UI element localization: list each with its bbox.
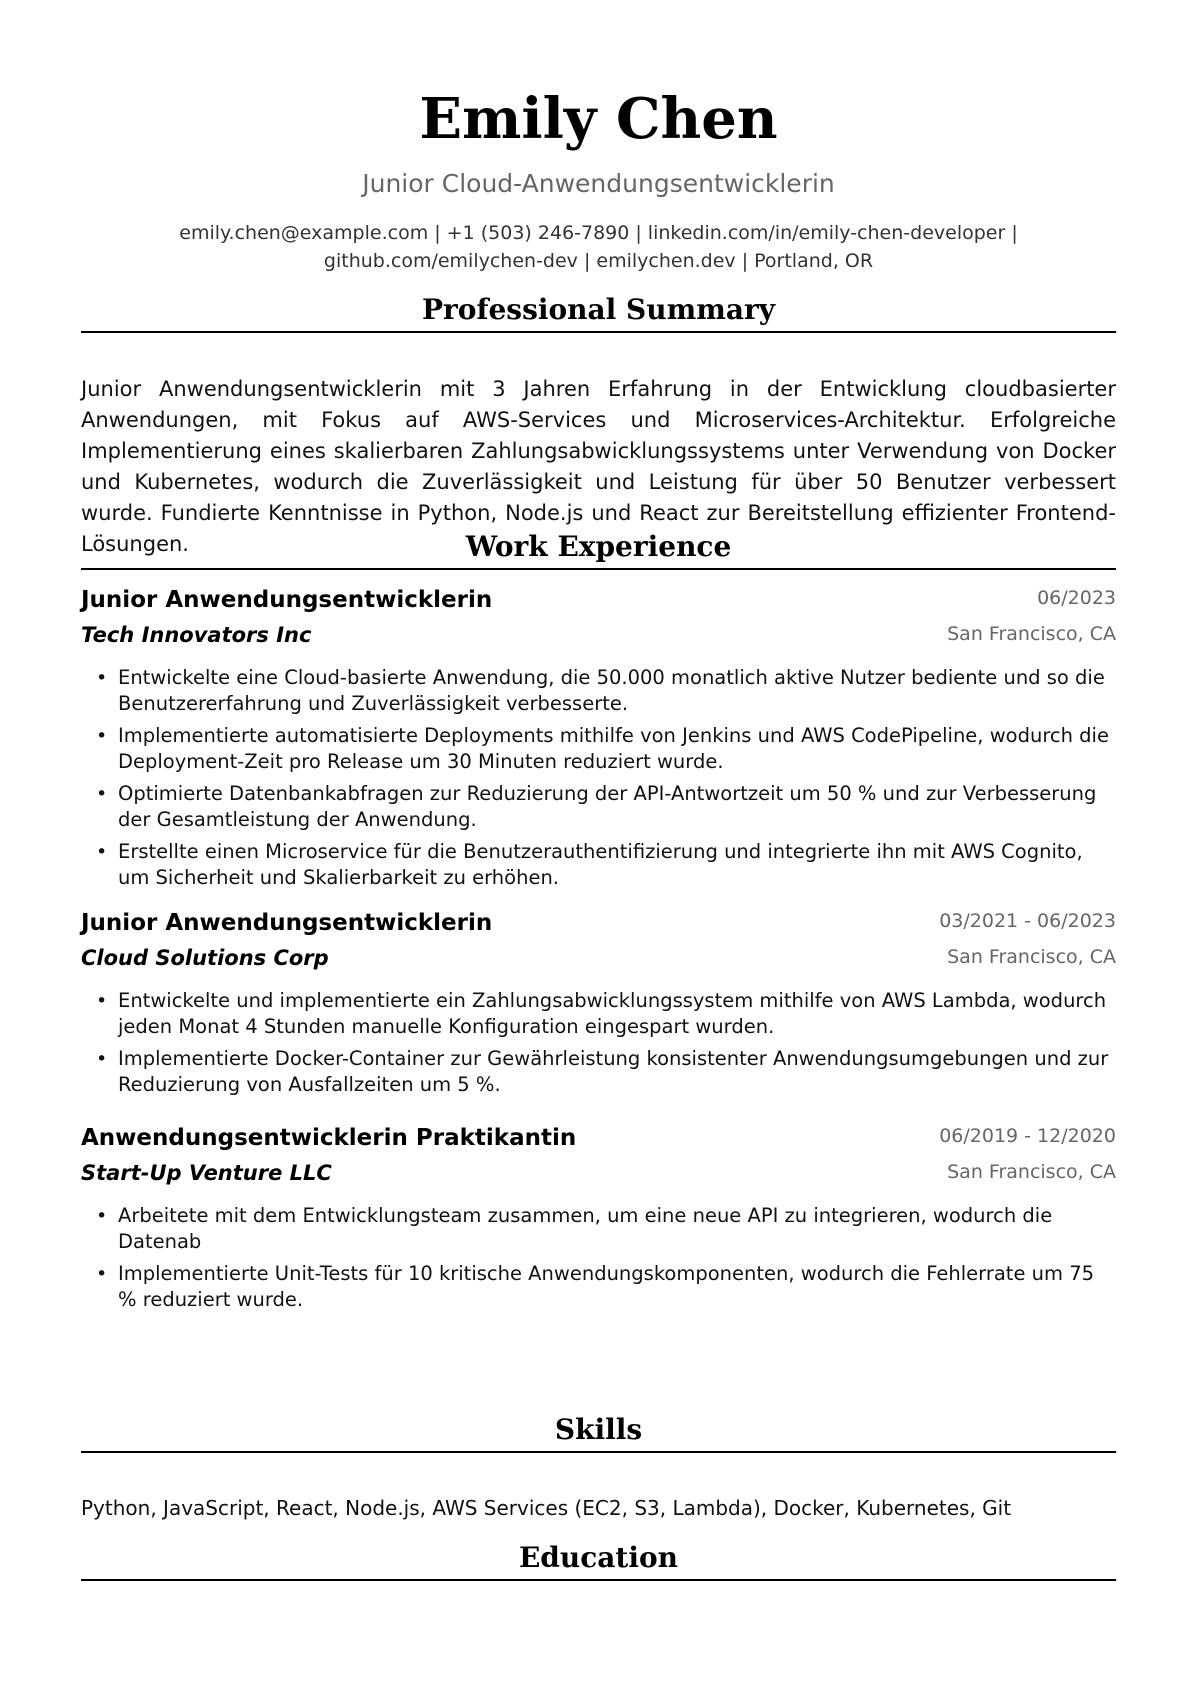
job-bullets [81, 665, 1116, 891]
job-title: Junior Anwendungsentwicklerin [81, 587, 493, 613]
bullet-icon: • [96, 783, 108, 805]
job-entry [81, 906, 1116, 1104]
education-divider [81, 1579, 1116, 1581]
job-bullets [81, 988, 1116, 1098]
job-location: San Francisco, CA [947, 1161, 1116, 1183]
job-subheader [81, 942, 1116, 978]
skills-heading: Skills [554, 1413, 643, 1446]
job-bullet: • Implementierte Docker-Container zur Gewährleistung konsistenter Anwendungsumgebungen und zur Reduzierung von Ausfallzeiten um 5 %. [96, 1047, 1109, 1096]
candidate-headline: Junior Cloud-Anwendungsentwicklerin [362, 169, 835, 198]
job-entry [81, 583, 1116, 897]
job-header [81, 906, 1116, 942]
job-bullet: • Implementierte Unit-Tests für 10 kritische Anwendungskomponenten, wodurch die Fehlerrate um 75 % reduziert wurde. [96, 1262, 1095, 1311]
job-location: San Francisco, CA [947, 623, 1116, 645]
experience-heading: Work Experience [465, 530, 732, 563]
bullet-icon: • [96, 841, 108, 863]
experience-divider [81, 568, 1116, 570]
skills-list: Python, JavaScript, React, Node.js, AWS Services (EC2, S3, Lambda), Docker, Kubernetes, Git [81, 1496, 1012, 1520]
summary-divider [81, 331, 1116, 333]
job-header [81, 583, 1116, 619]
bullet-icon: • [96, 725, 108, 747]
education-heading: Education [518, 1541, 679, 1574]
bullet-icon: • [96, 990, 108, 1012]
job-date: 06/2023 [1037, 587, 1116, 609]
job-bullet: • Entwickelte eine Cloud-basierte Anwendung, die 50.000 monatlich aktive Nutzer bediente und so die Benutzererfahrung und Zuverlässigkeit verbesserte. [96, 666, 1105, 715]
job-date: 03/2021 - 06/2023 [939, 910, 1116, 932]
contact-line-1: emily.chen@example.com | +1 (503) 246-7890 | linkedin.com/in/emily-chen-developer | [179, 222, 1018, 244]
skills-divider [81, 1451, 1116, 1453]
job-bullet: • Implementierte automatisierte Deployments mithilfe von Jenkins und AWS CodePipeline, wodurch die Deployment-Zeit pro Release um 30 Minuten reduziert wurde. [96, 724, 1109, 773]
job-location: San Francisco, CA [947, 946, 1116, 968]
job-bullet: • Erstellte einen Microservice für die Benutzerauthentifizierung und integrierte ihn mit AWS Cognito, um Sicherheit und Skalierbarkeit zu erhöhen. [96, 840, 1083, 889]
contact-info [81, 219, 1116, 275]
job-title: Junior Anwendungsentwicklerin [81, 910, 493, 936]
job-company: Tech Innovators Inc [81, 623, 312, 647]
candidate-name: Emily Chen [419, 86, 778, 152]
job-title: Anwendungsentwicklerin Praktikantin [81, 1125, 577, 1151]
bullet-icon: • [96, 1263, 108, 1285]
job-subheader [81, 1157, 1116, 1193]
summary-text: Junior Anwendungsentwicklerin mit 3 Jahren Erfahrung in der Entwicklung cloudbasierter Anwendungen, mit Fokus auf AWS-Services und Microservices-Architektur. Erfolgreiche Implementierung eines skalierbaren Zahlungsabwicklungssystems unter Verwendung von Docker und Kubernetes, wodurch die Zuverlässigkeit und Leistung für über 50 Benutzer verbessert wurde. Fundierte Kenntnisse in Python, Node.js und React zur Bereitstellung effizienter Frontend-Lösungen. [81, 377, 1116, 556]
job-company: Cloud Solutions Corp [81, 946, 329, 970]
job-bullets [81, 1203, 1116, 1313]
bullet-icon: • [96, 1205, 108, 1227]
bullet-icon: • [96, 667, 108, 689]
bullet-icon: • [96, 1048, 108, 1070]
job-subheader [81, 619, 1116, 655]
job-company: Start-Up Venture LLC [81, 1161, 332, 1185]
job-entry [81, 1121, 1116, 1319]
summary-heading: Professional Summary [421, 293, 776, 326]
contact-line-2: github.com/emilychen-dev | emilychen.dev | Portland, OR [323, 250, 874, 272]
job-bullet: • Optimierte Datenbankabfragen zur Reduzierung der API-Antwortzeit um 50 % und zur Verbesserung der Gesamtleistung der Anwendung. [96, 782, 1097, 831]
job-bullet: • Arbeitete mit dem Entwicklungsteam zusammen, um eine neue API zu integrieren, wodurch die Datenab [96, 1204, 1053, 1253]
job-date: 06/2019 - 12/2020 [939, 1125, 1116, 1147]
job-bullet: • Entwickelte und implementierte ein Zahlungsabwicklungssystem mithilfe von AWS Lambda, wodurch jeden Monat 4 Stunden manuelle Konfiguration eingespart wurden. [96, 989, 1107, 1038]
job-header [81, 1121, 1116, 1157]
